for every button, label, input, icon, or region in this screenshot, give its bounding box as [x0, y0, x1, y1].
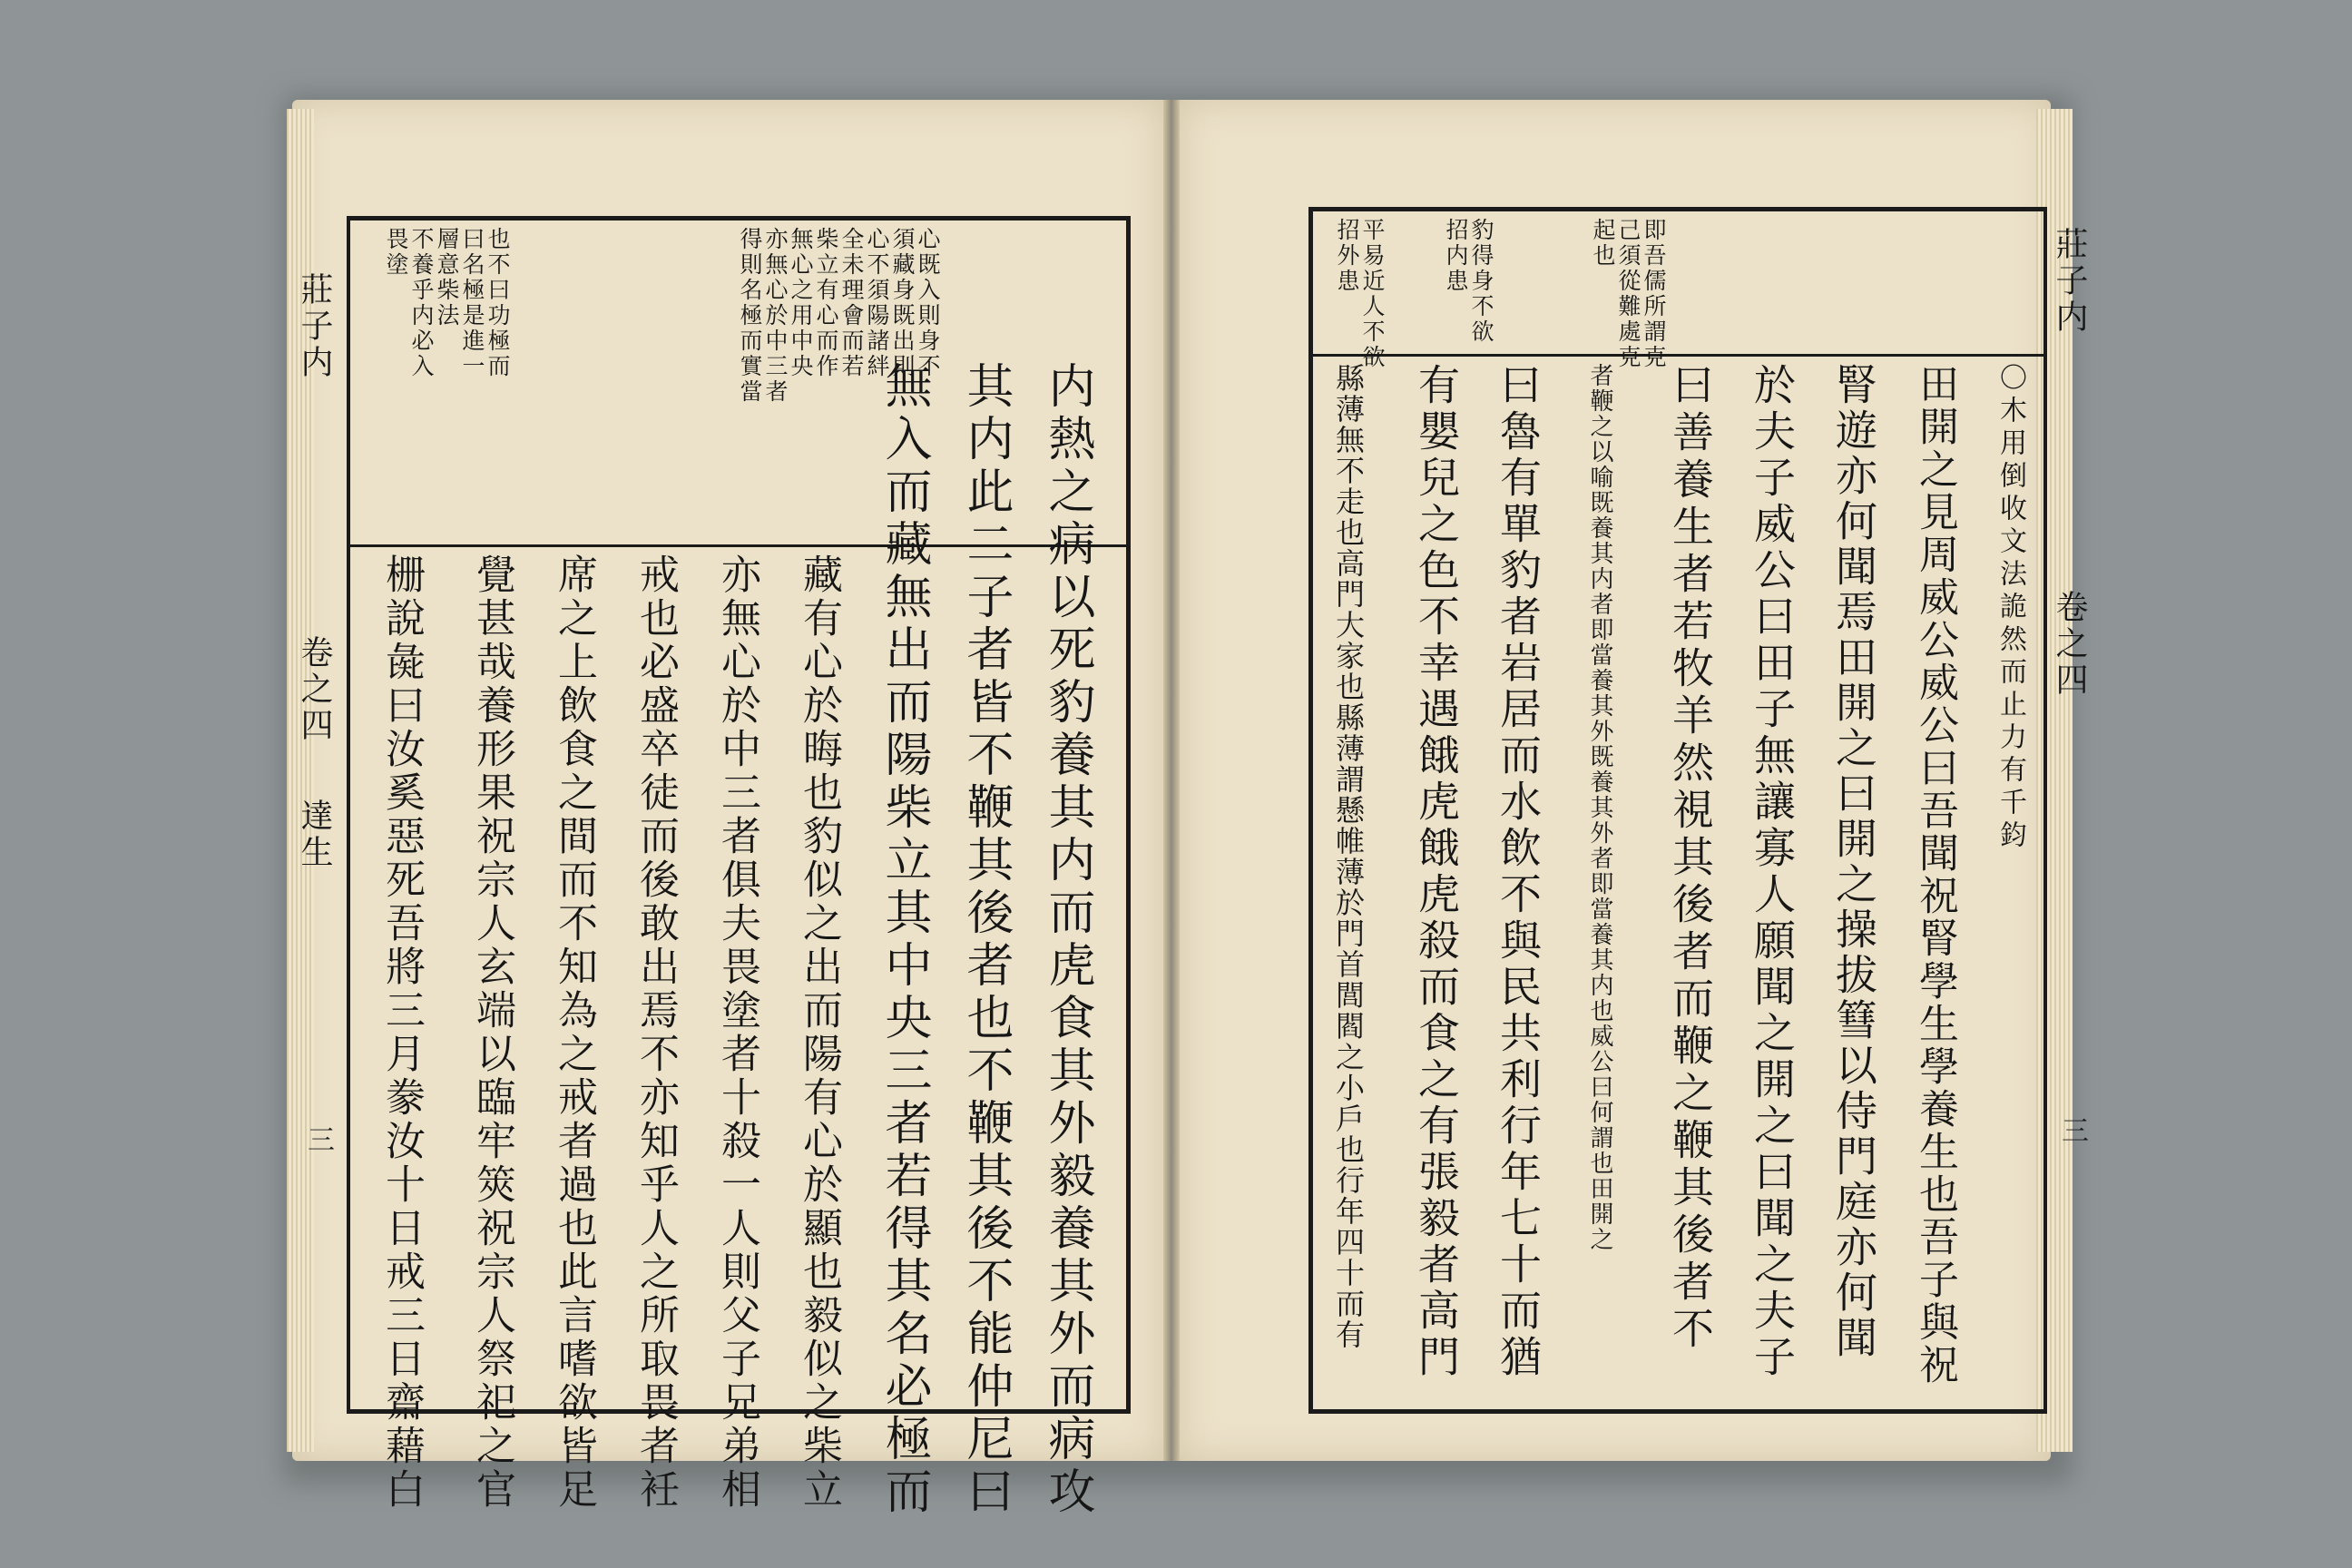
right-annotation: 豹得身不欲 — [1468, 218, 1494, 345]
left-annotation: 得則名極而實當 — [737, 227, 763, 405]
left-text-column: 藏有心於晦也豹似之出而陽有心於顯也毅似之柴立 — [796, 554, 842, 1512]
left-annotation: 全未理會而若 — [838, 227, 865, 379]
right-header-rule — [1308, 354, 2043, 357]
right-volume-label: 卷之四 — [2051, 590, 2088, 699]
left-annotation: 層意柴法 — [434, 227, 460, 328]
left-text-column: 其内此二子者皆不鞭其後者也不鞭其後不能仲尼曰 — [958, 361, 1013, 1519]
left-volume-label: 卷之四 — [296, 635, 333, 744]
right-center-column — [2043, 207, 2107, 1414]
left-annotation: 柴立有心而作 — [813, 227, 839, 379]
right-text-column: 曰魯有單豹者岩居而水飲不與民共利行年七十而猶 — [1494, 363, 1543, 1381]
left-chapter-label: 達生 — [296, 799, 333, 871]
right-annotation: 即吾儒所謂克 — [1641, 218, 1667, 370]
left-annotation: 曰名極是進一 — [459, 227, 485, 379]
left-text-column: 戒也必盛卒徒而後敢出焉不亦知乎人之所取畏者衽 — [632, 554, 679, 1512]
right-margin-label: 莊子内 — [2051, 227, 2088, 336]
book-gutter — [1163, 100, 1180, 1461]
left-folio-number: 三 — [302, 1125, 334, 1155]
right-annotation: 平易近人不欲 — [1359, 218, 1386, 370]
left-annotation: 須藏身既出則 — [889, 227, 916, 379]
left-text-column: 内熱之病以死豹養其内而虎食其外毅養其外而病攻 — [1040, 361, 1094, 1519]
left-text-column: 栅說彘曰汝奚惡死吾將三月豢汝十日戒三日齋藉白 — [378, 554, 425, 1512]
right-text-column: 曰善養生者若牧羊然視其後者而鞭之鞭其後者不 — [1666, 363, 1715, 1354]
left-annotation: 不養乎内必入 — [408, 227, 435, 379]
left-margin-label: 莊子内 — [296, 272, 333, 381]
right-text-column: 〇木用倒收文法詭然而止力有千鈞 — [1994, 363, 2026, 853]
left-text-column: 席之上飲食之間而不知為之戒者過也此言嗜欲皆足 — [551, 554, 597, 1512]
right-annotation: 起也 — [1590, 218, 1616, 269]
left-header-rule — [350, 544, 1131, 547]
left-annotation: 也不曰功極而 — [485, 227, 511, 379]
left-annotation: 無心之用中央 — [788, 227, 814, 379]
right-text-column: 腎遊亦何聞焉田開之曰開之操拔篲以侍門庭亦何聞 — [1829, 363, 1878, 1361]
right-annotation: 招外患 — [1334, 218, 1360, 294]
right-folio-number: 三 — [2056, 1116, 2088, 1146]
left-annotation: 心不須陽諸絆 — [864, 227, 890, 379]
right-text-column: 有嬰兒之色不幸遇餓虎餓虎殺而食之有張毅者高門 — [1412, 363, 1461, 1381]
left-annotation: 心既入則身不 — [915, 227, 941, 379]
left-annotation: 亦無心於中三者 — [762, 227, 789, 405]
left-text-column: 覺甚哉養形果祝宗人玄端以臨牢筴祝宗人祭祀之官 — [469, 554, 515, 1512]
left-text-column: 無入而藏無出而陽柴立其中央三者若得其名必極而 — [877, 361, 931, 1519]
right-text-column: 於夫子威公曰田子無讓寡人願聞之開之曰聞之夫子 — [1748, 363, 1797, 1381]
right-annotation: 招内患 — [1443, 218, 1469, 294]
right-annotation: 己須從難處克 — [1615, 218, 1642, 370]
left-text-column: 亦無心於中三者俱夫畏塗者十殺一人則父子兄弟相 — [714, 554, 760, 1512]
right-text-column: 田開之見周威公威公曰吾聞祝腎學生學養生也吾子與祝 — [1912, 363, 1958, 1387]
right-text-column: 縣薄無不走也高門大家也縣薄謂懸帷薄於門首閭閻之小戶也行年四十而有 — [1331, 363, 1366, 1350]
right-text-column: 者鞭之以喻既養其内者即當養其外既養其外者即當養其内也威公曰何謂也田開之 — [1586, 363, 1613, 1252]
left-annotation: 畏塗 — [383, 227, 409, 278]
